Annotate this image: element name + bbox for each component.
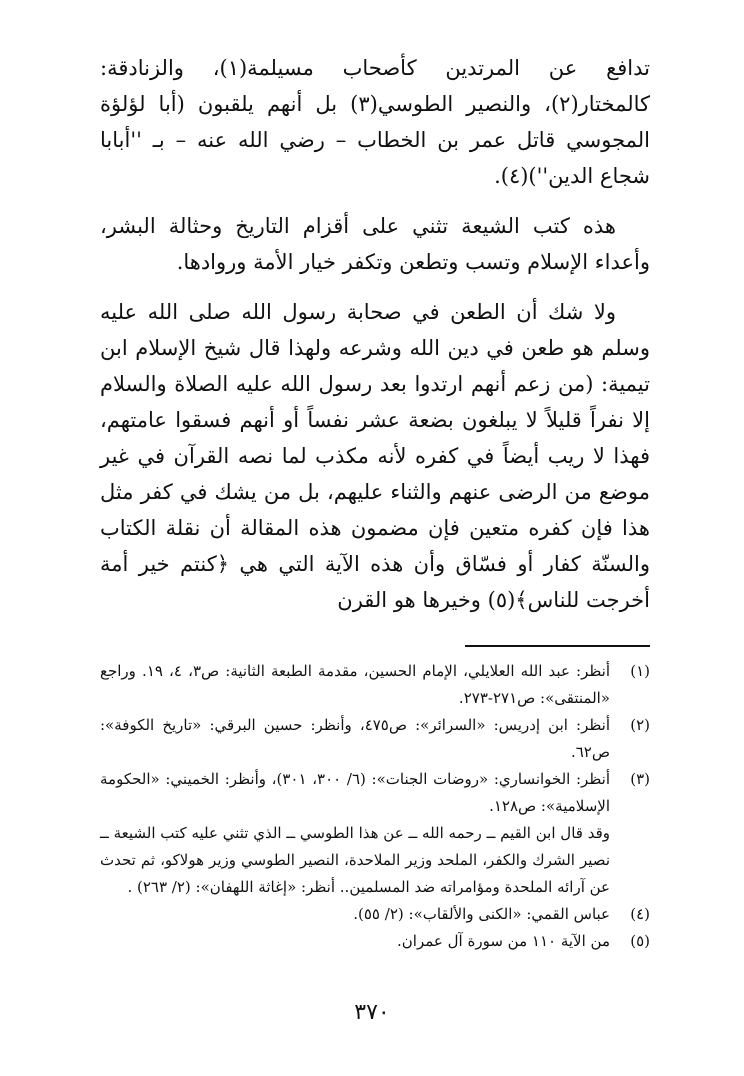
footnote-line: أنظر: الخوانساري: «روضات الجنات»: (٦/ ٣٠٠، ٣٠١)، وأنظر: الخميني: «الحكومة الإسلامية»: ص١٢٨. (100, 770, 610, 815)
footnote-line: أنظر: عبد الله العلايلي، الإمام الحسين، مقدمة الطبعة الثانية: ص٣، ٤، ١٩. وراجع «المنتقى»: ص٢٧١-٢٧٣. (100, 662, 610, 707)
footnote-text (100, 712, 610, 766)
paragraph-1: تدافع عن المرتدين كأصحاب مسيلمة(١)، والزنادقة: كالمختار(٢)، والنصير الطوسي(٣) بل أنهم يلقبون (أبا لؤلؤة المجوسي قاتل عمر بن الخطاب – رضي الله عنه – بـ ''أبابا شجاع الدين'')(٤). (100, 56, 651, 188)
footnote-2 (100, 712, 650, 766)
footnote-text (100, 658, 610, 712)
footnote-number: (١) (630, 662, 650, 680)
footnote-3 (100, 766, 650, 901)
footnote-5 (100, 928, 650, 955)
footnote-text (100, 901, 610, 928)
footnote-number: (٥) (630, 932, 650, 950)
footnote-1 (100, 658, 650, 712)
footnote-number: (٢) (630, 716, 650, 734)
footnote-text (100, 766, 610, 901)
footnotes (100, 658, 650, 955)
footnote-4 (100, 901, 650, 928)
footnote-divider (465, 645, 650, 647)
footnote-line: عباس القمي: «الكنى والألقاب»: (٢/ ٥٥). (353, 905, 610, 923)
page (100, 50, 651, 950)
footnote-line: من الآية ١١٠ من سورة آل عمران. (397, 932, 610, 950)
footnote-number: (٤) (630, 905, 650, 923)
footnote-number: (٣) (630, 770, 650, 788)
main-text (100, 50, 650, 618)
page-number: ٣٧٠ (354, 1000, 390, 1025)
paragraph-3: ولا شك أن الطعن في صحابة رسول الله صلى الله عليه وسلم هو طعن في دين الله وشرعه ولهذا قال شيخ الإسلام ابن تيمية: (من زعم أنهم ارتدوا بعد رسول الله عليه الصلاة والسلام إلا نفراً قليلاً لا يبلغون بضعة عشر نفساً أو أنهم فسقوا عامتهم، فهذا لا ريب أيضاً في كفره لأنه مكذب لما نصه القرآن في غير موضع من الرضى عنهم والثناء عليهم، بل من يشك في كفر مثل هذا فإن كفره متعين فإن مضمون هذه المقالة أن نقلة الكتاب والسنّة كفار أو فسّاق وأن هذه الآية التي هي ﴿كنتم خير أمة أخرجت للناس﴾(٥) وخيرها هو القرن (100, 300, 650, 612)
paragraph-2: هذه كتب الشيعة تثني على أقزام التاريخ وحثالة البشر، وأعداء الإسلام وتسب وتطعن وتكفر خيار الأمة وروادها. (100, 214, 650, 274)
footnote-line: أنظر: ابن إدريس: «السرائر»: ص٤٧٥، وأنظر: حسين البرقي: «تاريخ الكوفة»: ص٦٢. (100, 716, 611, 761)
footnote-line: وقد قال ابن القيم ــ رحمه الله ــ عن هذا الطوسي ــ الذي تثني عليه كتب الشيعة ــ نصير الشرك والكفر، الملحد وزير الملاحدة، النصير الطوسي وزير هولاكو، ثم تحدث عن آرائه الملحدة ومؤامراته ضد المسلمين.. أنظر: «إغاثة اللهفان»: (٢/ ٢٦٣) . (100, 824, 610, 896)
footnote-text (100, 928, 610, 955)
